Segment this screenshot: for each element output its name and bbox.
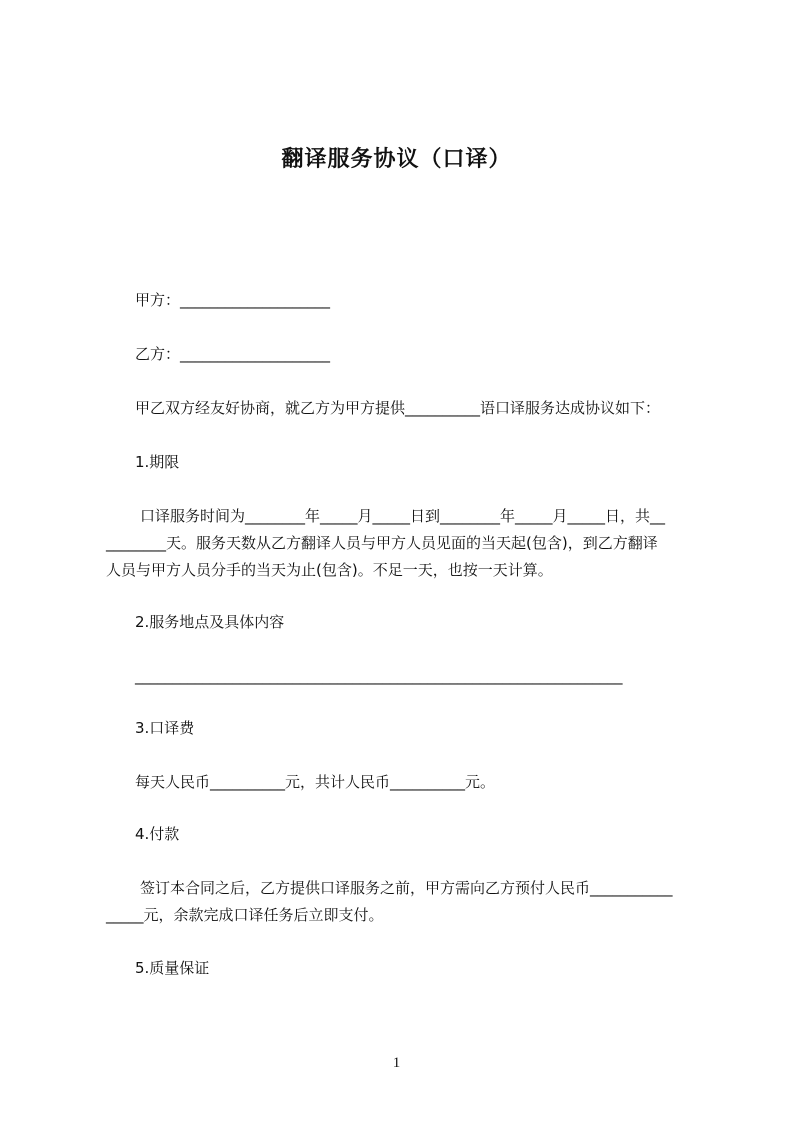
section-4-line-2: _____元，余款完成口译任务后立即支付。 [106,906,384,924]
section-1-heading: 1.期限 [135,453,180,471]
section-4-line-1: 签订本合同之后，乙方提供口译服务之前，甲方需向乙方预付人民币___________ [140,879,673,897]
page-number: 1 [392,1055,401,1071]
section-1-line-3: 人员与甲方人员分手的当天为止(包含)。不足一天，也按一天计算。 [106,561,553,579]
section-3-line-1: 每天人民币__________元，共计人民币__________元。 [135,773,496,791]
party-b-line: 乙方：____________________ [135,345,331,363]
party-a-line: 甲方：____________________ [135,291,331,309]
section-3-heading: 3.口译费 [135,719,195,737]
section-5-heading: 5.质量保证 [135,959,210,977]
intro-paragraph: 甲乙双方经友好协商，就乙方为甲方提供__________语口译服务达成协议如下： [135,399,661,417]
document-title: 翻译服务协议（口译） [281,147,512,172]
section-2-heading: 2.服务地点及具体内容 [135,613,285,631]
section-4-heading: 4.付款 [135,825,180,843]
section-2-blank-line: _________________________________________________________________ [135,667,623,685]
section-1-line-1: 口译服务时间为________年_____月_____日到________年_____月_____日，共__ [140,507,666,525]
section-1-line-2: ________天。服务天数从乙方翻译人员与甲方人员见面的当天起(包含)，到乙方翻译 [106,534,658,552]
